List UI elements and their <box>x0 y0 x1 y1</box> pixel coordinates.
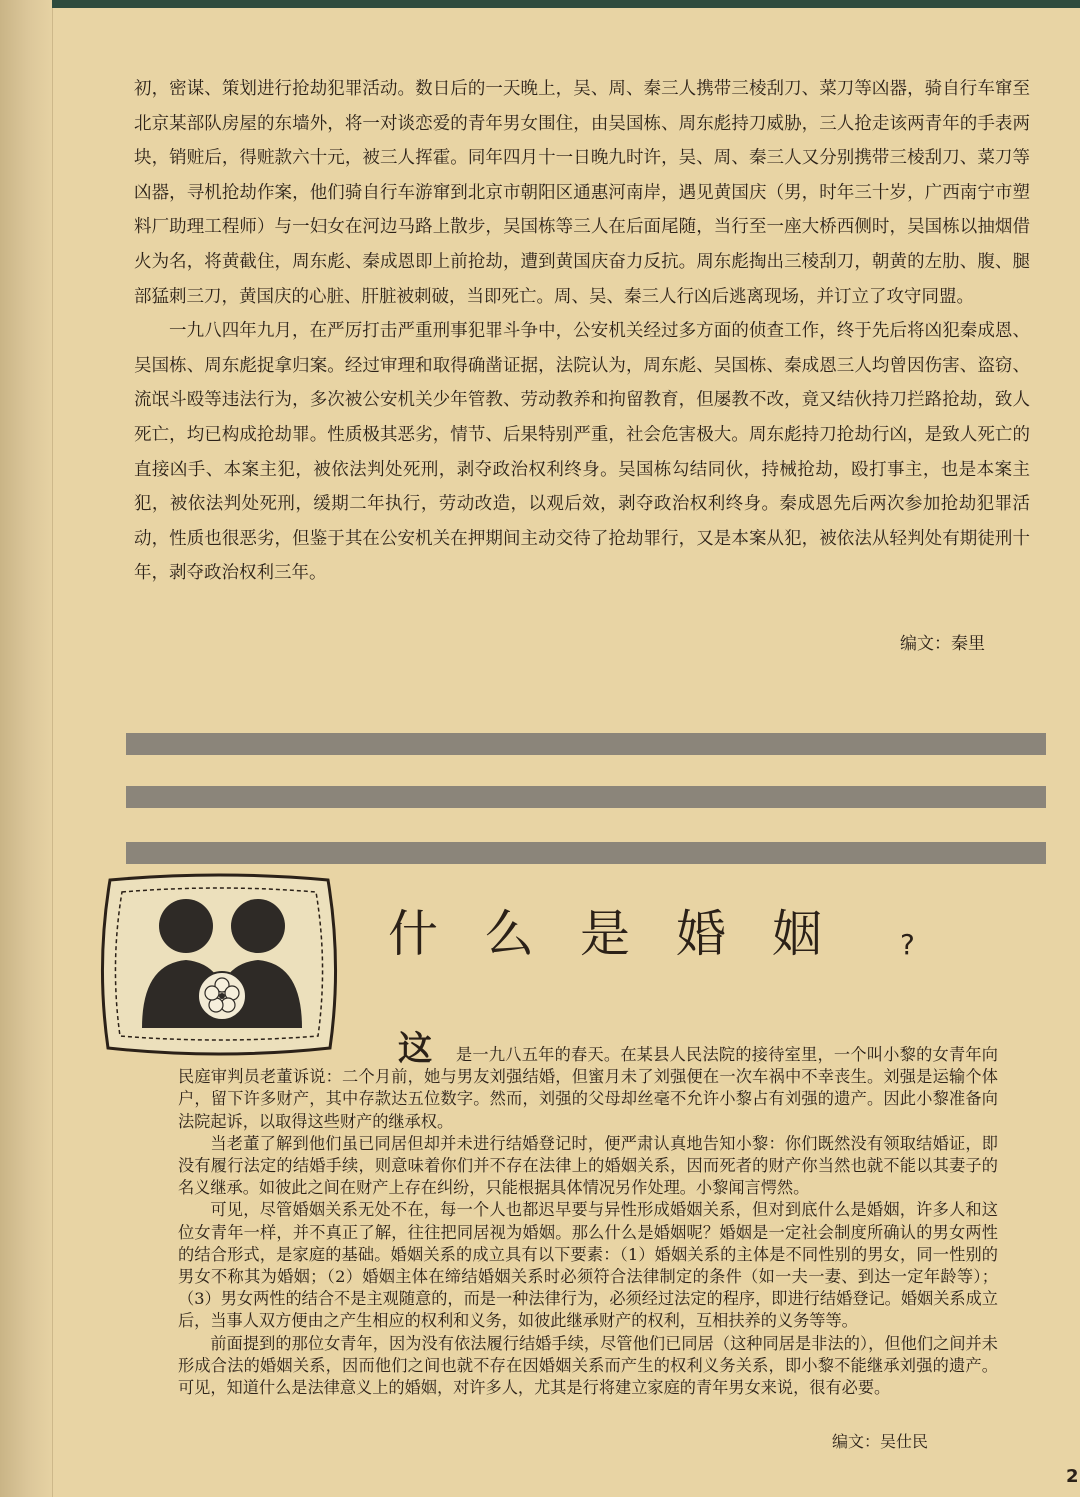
article1-paragraph-2: 一九八四年九月，在严厉打击严重刑事犯罪斗争中，公安机关经过多方面的侦查工作，终于先后将凶犯秦成恩、吴国栋、周东彪捉拿归案。经过审理和取得确凿证据，法院认为，周东彪、吴国栋、秦成恩三人均曾因伤害、盗窃、流氓斗殴等违法行为，多次被公安机关少年管教、劳动教养和拘留教育，但屡教不改，竟又结伙持刀拦路抢劫，致人死亡，均已构成抢劫罪。性质极其恶劣，情节、后果特别严重，社会危害极大。周东彪持刀抢劫行凶，是致人死亡的直接凶手、本案主犯，被依法判处死刑，剥夺政治权利终身。吴国栋勾结同伙，持械抢劫，殴打事主，也是本案主犯，被依法判处死刑，缓期二年执行，劳动改造，以观后效，剥夺政治权利终身。秦成恩先后两次参加抢劫犯罪活动，性质也很恶劣，但鉴于其在公安机关在押期间主动交待了抢劫罪行，又是本案从犯，被依法从轻判处有期徒刑十年，剥夺政治权利三年。 <box>134 321 1030 584</box>
article1-byline: 编文：秦里 <box>900 634 985 654</box>
article1-paragraph-1: 初，密谋、策划进行抢劫犯罪活动。数日后的一天晚上，吴、周、秦三人携带三棱刮刀、菜刀等凶器，骑自行车窜至北京某部队房屋的东墙外，将一对谈恋爱的青年男女围住，由吴国栋、周东彪持刀威胁，三人抢走该两青年的手表两块，销赃后，得赃款六十元，被三人挥霍。同年四月十一日晚九时许，吴、周、秦三人又分别携带三棱刮刀、菜刀等凶器，寻机抢劫作案，他们骑自行车游窜到北京市朝阳区通惠河南岸，遇见黄国庆（男，时年三十岁，广西南宁市塑料厂助理工程师）与一妇女在河边马路上散步，吴国栋等三人在后面尾随，当行至一座大桥西侧时，吴国栋以抽烟借火为名，将黄截住，周东彪、秦成恩即上前抢劫，遭到黄国庆奋力反抗。周东彪掏出三棱刮刀，朝黄的左肋、腹、腿部猛刺三刀，黄国庆的心脏、肝脏被刺破，当即死亡。周、吴、秦三人行凶后逃离现场，并订立了攻守同盟。 <box>134 79 1030 307</box>
article1-body <box>134 72 1030 591</box>
article2-paragraph-3: 可见，尽管婚姻关系无处不在，每一个人也都迟早要与异性形成婚姻关系，但对到底什么是婚姻，许多人和这位女青年一样，并不真正了解，往往把同居视为婚姻。那么什么是婚姻呢？婚姻是一定社会制度所确认的男女两性的结合形式，是家庭的基础。婚姻关系的成立具有以下要素：（1）婚姻关系的主体是不同性别的男女，同一性别的男女不称其为婚姻；（2）婚姻主体在缔结婚姻关系时必须符合法律制定的条件（如一夫一妻、到达一定年龄等）；（3）男女两性的结合不是主观随意的，而是一种法律行为，必须经过法定的程序，即进行结婚登记。婚姻关系成立后，当事人双方便由之产生相应的权利和义务，如彼此继承财产的权利，互相扶养的义务等等。 <box>178 1200 998 1331</box>
article2-paragraph-1: 是一九八五年的春天。在某县人民法院的接待室里，一个叫小黎的女青年向民庭审判员老董诉说：二个月前，她与男友刘强结婚，但蜜月未了刘强便在一次车祸中不幸丧生。刘强是运输个体户，留下许多财产，其中存款达五位数字。然而，刘强的父母却丝毫不允许小黎占有刘强的遗产。因此小黎准备向法院起诉，以取得这些财产的继承权。 <box>178 1045 998 1131</box>
top-color-strip <box>52 0 1080 8</box>
article2-drop-cap: 这 <box>398 1029 432 1069</box>
article2-body <box>178 1044 998 1399</box>
article2-paragraph-4: 前面提到的那位女青年，因为没有依法履行结婚手续，尽管他们已同居（这种同居是非法的），但他们之间并未形成合法的婚姻关系，因而他们之间也就不存在因婚姻关系而产生的权利义务关系，即小黎不能继承刘强的遗产。可见，知道什么是法律意义上的婚姻，对许多人，尤其是行将建立家庭的青年男女来说，很有必要。 <box>178 1333 998 1398</box>
article2-title-mark: ? <box>900 928 915 961</box>
article2-paragraph-2: 当老董了解到他们虽已同居但却并未进行结婚登记时，便严肃认真地告知小黎：你们既然没有领取结婚证，即没有履行法定的结婚手续，则意味着你们并不存在法律上的婚姻关系，因而死者的财产你当然也就不能以其妻子的名义继承。如彼此之间在财产上存在纠纷，只能根据具体情况另作处理。小黎闻言愕然。 <box>178 1133 998 1198</box>
article2-title: 什么是婚姻 <box>388 905 868 963</box>
divider-rule-1 <box>126 733 1046 755</box>
binding-spine <box>0 0 53 1497</box>
divider-rule-2 <box>126 786 1046 808</box>
page-number: 2 <box>1066 1466 1079 1487</box>
article2-byline: 编文：吴仕民 <box>832 1432 929 1451</box>
couple-flower-emblem-icon <box>98 872 340 1056</box>
divider-rule-3 <box>126 842 1046 864</box>
